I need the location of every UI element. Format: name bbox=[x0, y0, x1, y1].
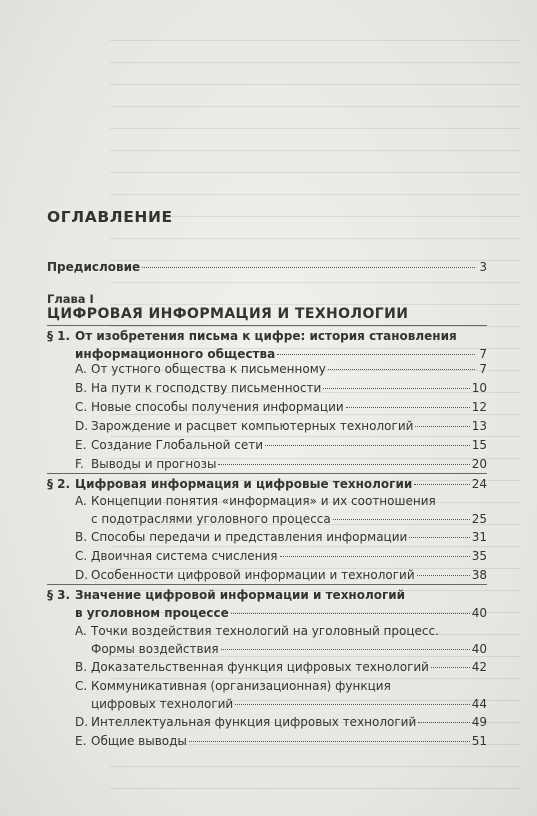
toc-entry-label: Точки воздействия технологий на уголовный процесс. bbox=[91, 624, 439, 638]
toc-entry-label: Новые способы получения информации bbox=[91, 400, 344, 414]
toc-page-number: 15 bbox=[471, 438, 487, 452]
toc-item bbox=[75, 713, 487, 731]
toc-entry-label: Формы воздействия bbox=[91, 642, 219, 656]
item-marker: E. bbox=[75, 438, 87, 452]
item-marker: C. bbox=[75, 400, 88, 414]
section-title-line: в уголовном процессе bbox=[75, 606, 229, 620]
dot-leader bbox=[415, 426, 469, 427]
dot-leader bbox=[323, 388, 469, 389]
toc-item bbox=[75, 398, 487, 416]
dot-leader bbox=[218, 464, 469, 465]
toc-page-number: 12 bbox=[471, 400, 487, 414]
toc-page-number: 40 bbox=[471, 642, 487, 656]
dot-leader bbox=[328, 369, 475, 370]
toc-item bbox=[75, 732, 487, 750]
toc-item bbox=[75, 547, 487, 565]
toc-entry-label: Двоичная система счисления bbox=[91, 549, 278, 563]
toc-page-number: 10 bbox=[471, 381, 487, 395]
toc-item bbox=[75, 566, 487, 584]
dot-leader bbox=[265, 445, 470, 446]
toc-page-number: 7 bbox=[479, 362, 487, 376]
item-marker: D. bbox=[75, 419, 89, 433]
dot-leader bbox=[277, 354, 475, 355]
toc-page-number: 51 bbox=[471, 734, 487, 748]
chapter-title: ЦИФРОВАЯ ИНФОРМАЦИЯ И ТЕХНОЛОГИИ bbox=[47, 306, 409, 322]
dot-leader bbox=[142, 267, 475, 268]
toc-entry-label: Общие выводы bbox=[91, 734, 187, 748]
toc-item bbox=[75, 677, 487, 713]
toc-section-1 bbox=[47, 327, 487, 363]
dot-leader bbox=[333, 519, 470, 520]
toc-entry-label: Создание Глобальной сети bbox=[91, 438, 263, 452]
section-marker: § 3. bbox=[47, 588, 71, 602]
dot-leader bbox=[235, 704, 469, 705]
section-rule bbox=[47, 325, 487, 326]
toc-entry-label: Предисловие bbox=[47, 260, 141, 274]
item-marker: D. bbox=[75, 715, 89, 729]
page-title: ОГЛАВЛЕНИЕ bbox=[47, 208, 173, 226]
toc-page-number: 20 bbox=[471, 457, 487, 471]
item-marker: B. bbox=[75, 660, 88, 674]
toc-page-number: 31 bbox=[471, 530, 487, 544]
toc-entry-label: цифровых технологий bbox=[91, 697, 234, 711]
toc-entry-label: Интеллектуальная функция цифровых технологий bbox=[91, 715, 417, 729]
toc-item bbox=[75, 658, 487, 676]
section-marker: § 1. bbox=[47, 329, 71, 343]
toc-item bbox=[75, 417, 487, 435]
toc-item bbox=[75, 436, 487, 454]
section-title-line: От изобретения письма к цифре: история становления bbox=[75, 329, 457, 343]
toc-page-number: 25 bbox=[471, 512, 487, 526]
toc-page-number: 24 bbox=[471, 477, 487, 491]
toc-entry-label: Особенности цифровой информации и технологий bbox=[91, 568, 415, 582]
toc-page-number: 44 bbox=[471, 697, 487, 711]
dot-leader bbox=[231, 613, 470, 614]
item-marker: F. bbox=[75, 457, 84, 471]
toc-page-number: 38 bbox=[471, 568, 487, 582]
toc-item bbox=[75, 455, 487, 473]
toc-page-number: 49 bbox=[471, 715, 487, 729]
section-title-line: информационного общества bbox=[75, 347, 276, 361]
toc-entry-label: Зарождение и расцвет компьютерных технологий bbox=[91, 419, 414, 433]
toc-page-number: 3 bbox=[479, 260, 487, 274]
toc-section-3 bbox=[47, 586, 487, 622]
dot-leader bbox=[221, 649, 470, 650]
toc-entry-label: Доказательственная функция цифровых технологий bbox=[91, 660, 429, 674]
toc-entry-label: На пути к господству письменности bbox=[91, 381, 322, 395]
item-marker: E. bbox=[75, 734, 87, 748]
toc-page-number: 13 bbox=[471, 419, 487, 433]
toc-entry-label: Выводы и прогнозы bbox=[91, 457, 217, 471]
toc-item bbox=[75, 622, 487, 658]
item-marker: A. bbox=[75, 624, 87, 638]
dot-leader bbox=[414, 484, 469, 485]
toc-entry-label: От устного общества к письменному bbox=[91, 362, 326, 376]
chapter-label: Глава I bbox=[47, 292, 94, 306]
toc-entry-label: Способы передачи и представления информации bbox=[91, 530, 408, 544]
dot-leader bbox=[431, 667, 470, 668]
toc-page-number: 35 bbox=[471, 549, 487, 563]
toc-page-number: 42 bbox=[471, 660, 487, 674]
section-rule bbox=[47, 473, 487, 474]
toc-item bbox=[75, 360, 487, 378]
toc-entry-label: с подотраслями уголовного процесса bbox=[91, 512, 331, 526]
toc-section-2 bbox=[47, 475, 487, 493]
item-marker: B. bbox=[75, 530, 88, 544]
toc-page-number: 7 bbox=[479, 347, 487, 361]
item-marker: C. bbox=[75, 549, 88, 563]
dot-leader bbox=[280, 556, 470, 557]
toc-entry-label: Концепции понятия «информация» и их соотношения bbox=[91, 494, 436, 508]
toc-item bbox=[75, 379, 487, 397]
item-marker: C. bbox=[75, 679, 88, 693]
section-title-line: Цифровая информация и цифровые технологии bbox=[75, 477, 413, 491]
toc-item bbox=[75, 492, 487, 528]
dot-leader bbox=[346, 407, 470, 408]
section-title-line: Значение цифровой информации и технологий bbox=[75, 588, 406, 602]
section-rule bbox=[47, 584, 487, 585]
toc-page-number: 40 bbox=[471, 606, 487, 620]
item-marker: A. bbox=[75, 494, 87, 508]
item-marker: A. bbox=[75, 362, 87, 376]
dot-leader bbox=[189, 741, 470, 742]
item-marker: B. bbox=[75, 381, 88, 395]
dot-leader bbox=[418, 722, 469, 723]
item-marker: D. bbox=[75, 568, 89, 582]
toc-item bbox=[75, 528, 487, 546]
toc-entry-preface bbox=[47, 258, 487, 276]
dot-leader bbox=[417, 575, 470, 576]
dot-leader bbox=[409, 537, 469, 538]
section-marker: § 2. bbox=[47, 477, 71, 491]
toc-entry-label: Коммуникативная (организационная) функция bbox=[91, 679, 391, 693]
